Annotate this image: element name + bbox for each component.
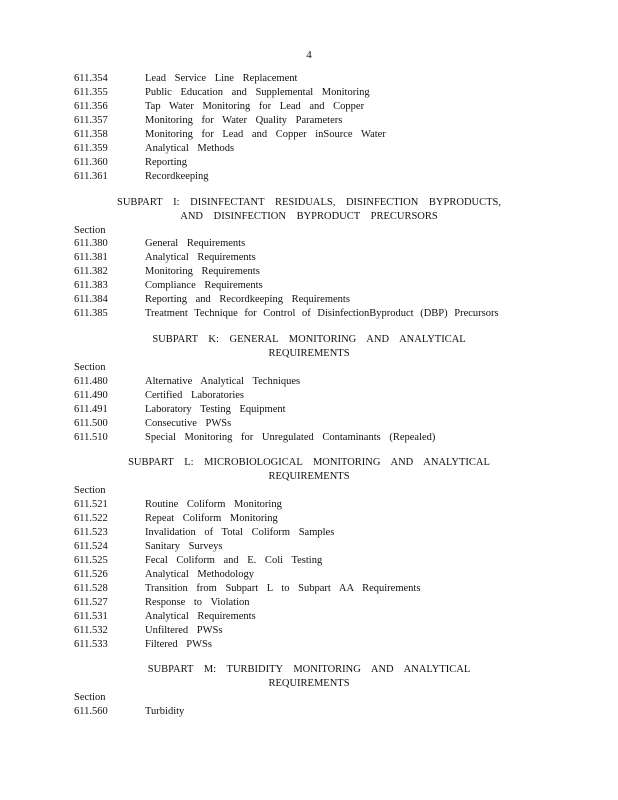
- section-title: Consecutive PWSs: [145, 418, 232, 429]
- section-title: Public Education and Supplemental Monitoring: [145, 87, 370, 98]
- toc-entry: [74, 389, 244, 402]
- section-title: Transition from Subpart L to Subpart AA Requirements: [145, 583, 421, 594]
- section-number: 611.525: [74, 555, 108, 566]
- section-title: Monitoring Requirements: [145, 266, 260, 277]
- subpart-heading-line: SUBPART M: TURBIDITY MONITORING AND ANALYTICAL: [147, 664, 471, 675]
- section-title: Recordkeeping: [145, 171, 209, 182]
- toc-entry: [74, 610, 256, 623]
- toc-entry: [74, 526, 334, 539]
- toc-entry: [74, 403, 286, 416]
- section-number: 611.360: [74, 157, 108, 168]
- section-title: Reporting and Recordkeeping Requirements: [145, 294, 350, 305]
- section-title: Analytical Methodology: [145, 569, 254, 580]
- subpart-i-heading: [0, 196, 618, 224]
- section-number: 611.384: [74, 294, 108, 305]
- section-title: General Requirements: [145, 238, 246, 249]
- section-title: Sanitary Surveys: [145, 541, 223, 552]
- section-number: 611.383: [74, 280, 108, 291]
- section-number: 611.510: [74, 432, 108, 443]
- section-number: 611.358: [74, 129, 108, 140]
- section-title: Fecal Coliform and E. Coli Testing: [145, 555, 323, 566]
- section-number: 611.382: [74, 266, 108, 277]
- section-title: Monitoring for Lead and Copper inSource Water: [145, 129, 386, 140]
- toc-entry: [74, 142, 234, 155]
- toc-entry: [74, 638, 212, 651]
- subpart-heading-line: REQUIREMENTS: [268, 678, 350, 689]
- section-title: Certified Laboratories: [145, 390, 245, 401]
- toc-entry: [74, 498, 282, 511]
- subpart-heading-line: SUBPART I: DISINFECTANT RESIDUALS, DISINFECTION BYPRODUCTS,: [116, 197, 501, 208]
- toc-entry: [74, 375, 300, 388]
- section-number: 611.531: [74, 611, 108, 622]
- section-number: 611.533: [74, 639, 108, 650]
- section-title: Analytical Methods: [145, 143, 235, 154]
- section-title: Invalidation of Total Coliform Samples: [145, 527, 335, 538]
- section-number: 611.355: [74, 87, 108, 98]
- subpart-heading-line: REQUIREMENTS: [268, 471, 350, 482]
- toc-entry: [74, 624, 222, 637]
- toc-entry: [74, 596, 250, 609]
- section-title: Reporting: [145, 157, 187, 168]
- toc-entry: [74, 237, 245, 250]
- section-number: 611.357: [74, 115, 108, 126]
- section-title: Routine Coliform Monitoring: [145, 499, 282, 510]
- section-label: Section: [74, 692, 106, 703]
- toc-entry: [74, 279, 263, 292]
- section-number: 611.500: [74, 418, 108, 429]
- toc-entry: [74, 156, 187, 169]
- subpart-k-heading: [0, 333, 618, 361]
- subpart-heading-line: AND DISINFECTION BYPRODUCT PRECURSORS: [180, 211, 438, 222]
- section-number: 611.356: [74, 101, 108, 112]
- subpart-heading-line: SUBPART L: MICROBIOLOGICAL MONITORING AND ANALYTICAL: [128, 457, 490, 468]
- section-number: 611.526: [74, 569, 108, 580]
- section-number: 611.359: [74, 143, 108, 154]
- toc-entry: [74, 540, 222, 553]
- toc-entry: [74, 554, 322, 567]
- toc-entry: [74, 265, 260, 278]
- section-title: Special Monitoring for Unregulated Contaminants (Repealed): [145, 432, 436, 443]
- toc-entry: [74, 100, 364, 113]
- section-label: Section: [74, 485, 106, 496]
- toc-entry: [74, 705, 184, 718]
- section-title: Alternative Analytical Techniques: [145, 376, 301, 387]
- section-number: 611.361: [74, 171, 108, 182]
- subpart-m-heading: [0, 663, 618, 691]
- section-number: 611.522: [74, 513, 108, 524]
- section-number: 611.521: [74, 499, 108, 510]
- section-number: 611.490: [74, 390, 108, 401]
- section-number: 611.380: [74, 238, 108, 249]
- section-title: Analytical Requirements: [145, 611, 256, 622]
- section-number: 611.532: [74, 625, 108, 636]
- section-title: Filtered PWSs: [145, 639, 212, 650]
- section-number: 611.381: [74, 252, 108, 263]
- section-title: Tap Water Monitoring for Lead and Copper: [145, 101, 365, 112]
- section-title: Turbidity: [145, 706, 185, 717]
- subpart-heading-line: REQUIREMENTS: [268, 348, 350, 359]
- section-title: Repeat Coliform Monitoring: [145, 513, 278, 524]
- toc-entry: [74, 86, 370, 99]
- subpart-l-heading: [0, 456, 618, 484]
- page-number: 4: [306, 49, 312, 61]
- toc-entry: [74, 307, 499, 320]
- section-title: Laboratory Testing Equipment: [145, 404, 286, 415]
- section-title: Monitoring for Water Quality Parameters: [145, 115, 343, 126]
- section-title: Lead Service Line Replacement: [145, 73, 298, 84]
- section-number: 611.354: [74, 73, 108, 84]
- toc-entry: [74, 293, 350, 306]
- section-title: Treatment Technique for Control of DisinfectionByproduct (DBP) Precursors: [145, 308, 499, 319]
- section-number: 611.523: [74, 527, 108, 538]
- section-title: Unfiltered PWSs: [145, 625, 223, 636]
- toc-entry: [74, 72, 297, 85]
- toc-entry: [74, 417, 231, 430]
- section-number: 611.524: [74, 541, 108, 552]
- section-number: 611.560: [74, 706, 108, 717]
- toc-entry: [74, 170, 209, 183]
- section-number: 611.491: [74, 404, 108, 415]
- toc-entry: [74, 582, 420, 595]
- toc-entry: [74, 251, 256, 264]
- section-number: 611.385: [74, 308, 108, 319]
- section-label: Section: [74, 362, 106, 373]
- subpart-heading-line: SUBPART K: GENERAL MONITORING AND ANALYTICAL: [152, 334, 466, 345]
- section-title: Response to Violation: [145, 597, 250, 608]
- section-number: 611.527: [74, 597, 108, 608]
- toc-entry: [74, 114, 342, 127]
- section-title: Compliance Requirements: [145, 280, 263, 291]
- section-number: 611.528: [74, 583, 108, 594]
- toc-entry: [74, 512, 278, 525]
- section-title: Analytical Requirements: [145, 252, 256, 263]
- section-label: Section: [74, 225, 106, 236]
- section-number: 611.480: [74, 376, 108, 387]
- toc-entry: [74, 431, 435, 444]
- toc-entry: [74, 128, 386, 141]
- toc-entry: [74, 568, 254, 581]
